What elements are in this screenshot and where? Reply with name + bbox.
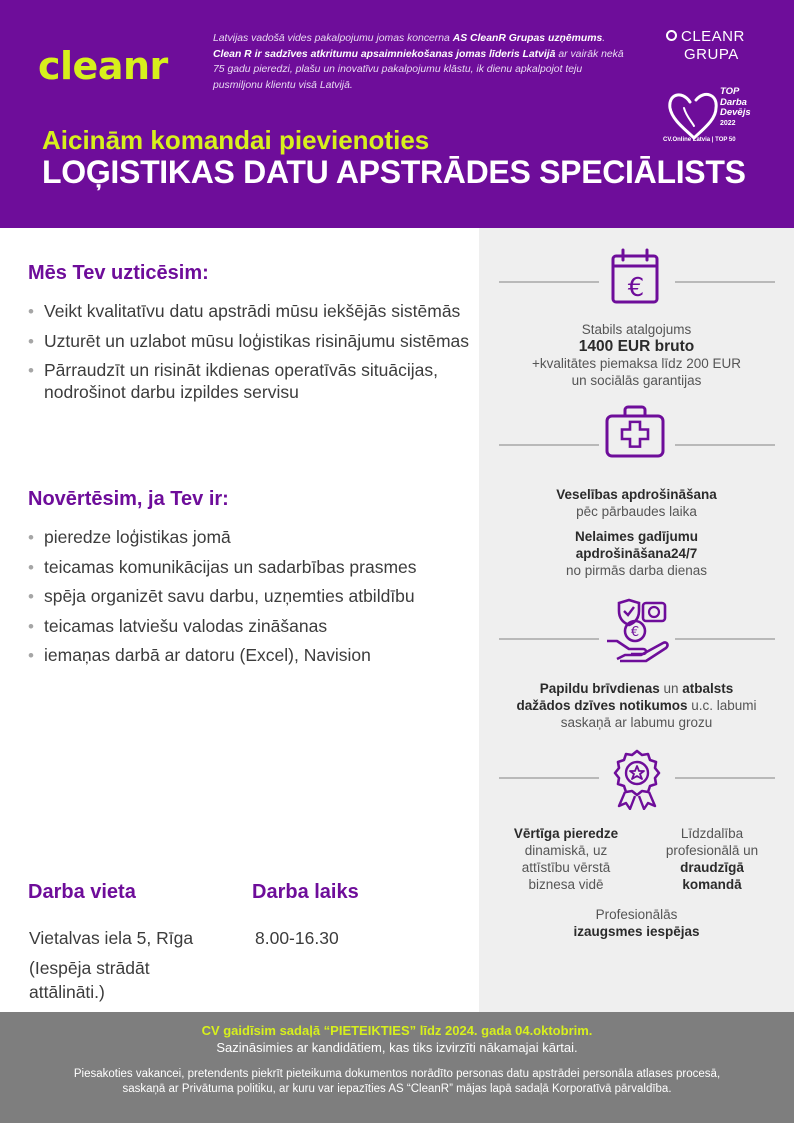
team-line-1: Līdzdalība — [680, 826, 744, 841]
duties-title: Mēs Tev uzticēsim: — [28, 262, 209, 284]
team-bold-1: draudzīgā — [680, 860, 744, 875]
calendar-euro-icon — [609, 246, 665, 306]
badge-line-2: Darba — [720, 96, 747, 108]
salary-perk — [479, 321, 794, 389]
award-rosette-icon — [609, 748, 665, 810]
list-item: • teicamas komunikācijas un sadarbības prasmes — [28, 557, 478, 579]
list-item: • Uzturēt un uzlabot mūsu loģistikas risinājumu sistēmas — [28, 331, 478, 353]
health-line-3: Nelaimes gadījumu — [574, 529, 699, 544]
benefits-perk — [479, 680, 794, 731]
list-item: • pieredze loģistikas jomā — [28, 527, 478, 549]
grupa-line-2: GRUPA — [684, 46, 739, 63]
experience-line-1: dinamiskā, uz — [524, 843, 608, 858]
divider — [499, 281, 599, 283]
experience-line-2: attīstību vērstā — [521, 860, 611, 875]
divider — [675, 444, 775, 446]
benefits-text-3: saskaņā ar labumu grozu — [560, 715, 713, 730]
divider — [499, 444, 599, 446]
footer-banner — [0, 1012, 794, 1123]
badge-line-1: TOP — [720, 86, 740, 97]
cleanr-grupa-logo — [666, 28, 745, 64]
salary-line-1: Stabils atalgojums — [581, 322, 692, 337]
list-item: • iemaņas darbā ar datoru (Excel), Navision — [28, 645, 478, 667]
requirements-list — [28, 527, 478, 675]
experience-perk — [501, 825, 631, 893]
health-perk — [479, 486, 794, 579]
location-title: Darba vieta — [28, 881, 136, 903]
page-title: LOĢISTIKAS DATU APSTRĀDES SPECIĀLISTS — [42, 154, 746, 190]
location-address: Vietalvas iela 5, Rīga — [29, 928, 194, 948]
experience-line-3: biznesa vidē — [528, 877, 604, 892]
divider — [499, 777, 599, 779]
health-line-1: Veselības apdrošināšana — [556, 487, 717, 502]
growth-perk — [479, 906, 794, 940]
salary-line-3: +kvalitātes piemaksa līdz 200 EUR — [532, 356, 741, 371]
cleanr-logo: cleanr — [38, 44, 168, 88]
salary-amount: 1400 EUR bruto — [578, 338, 695, 355]
growth-bold: izaugsmes iespējas — [573, 924, 700, 939]
location-note: (Iespēja strādāt attālināti.) — [29, 958, 150, 1002]
divider — [675, 281, 775, 283]
benefits-text-1: un — [659, 681, 683, 696]
svg-text:€: € — [627, 273, 645, 303]
benefits-bold-3: dažādos dzīves notikumos — [516, 698, 688, 713]
intro-text-1: Latvijas vadošā vides pakalpojumu jomas koncerna — [213, 33, 453, 44]
health-line-4: apdrošināšana24/7 — [575, 546, 698, 561]
header-banner — [0, 0, 794, 228]
hours-value: 8.00-16.30 — [255, 928, 339, 948]
intro-bold-1: AS CleanR Grupas uzņēmums — [452, 33, 603, 44]
grupa-line-1: CLEANR — [681, 28, 745, 45]
medical-kit-icon — [603, 404, 667, 460]
contact-note: Sazināsimies ar kandidātiem, kas tiks izvirzīti nākamajai kārtai. — [216, 1040, 578, 1055]
hours-title: Darba laiks — [252, 881, 359, 903]
circle-icon — [666, 30, 677, 41]
requirements-title: Novērtēsim, ja Tev ir: — [28, 488, 229, 510]
duties-list — [28, 301, 478, 411]
team-bold-2: komandā — [682, 877, 742, 892]
hand-benefits-icon — [603, 597, 669, 663]
growth-line-1: Profesionālās — [595, 907, 678, 922]
list-item: • Pārraudzīt un risināt ikdienas operatīvās situācijas, nodrošinot darbu izpildes servisu — [28, 360, 478, 403]
application-deadline: CV gaidīsim sadaļā “PIETEIKTIES” līdz 2024. gada 04.oktobrim. — [201, 1023, 593, 1038]
benefits-sidebar — [479, 228, 794, 1012]
top-employer-badge — [720, 87, 751, 129]
intro-text-3: ar vairāk nekā 75 gadu pieredzi, plašu un inovatīvu pakalpojumu klāstu, ik dienu apkalpojot teju pusmiljonu klientu visā Latvijā. — [213, 48, 624, 91]
badge-line-3: Devējs — [720, 107, 751, 118]
salary-line-4: un sociālās garantijas — [571, 373, 702, 388]
divider — [675, 777, 775, 779]
company-intro — [213, 31, 633, 93]
list-item: • teicamas latviešu valodas zināšanas — [28, 616, 478, 638]
intro-text-2: . — [602, 33, 606, 44]
page-subtitle: Aicinām komandai pievienoties — [42, 125, 430, 155]
benefits-text-2: u.c. labumi — [687, 698, 757, 713]
health-line-2: pēc pārbaudes laika — [576, 504, 697, 519]
list-item: • spēja organizēt savu darbu, uzņemties atbildību — [28, 586, 478, 608]
benefits-bold-2: atbalsts — [682, 681, 734, 696]
team-perk — [647, 825, 777, 893]
experience-bold: Vērtīga pieredze — [513, 826, 619, 841]
badge-year: 2022 — [720, 119, 736, 127]
divider — [675, 638, 775, 640]
svg-text:€: € — [630, 625, 640, 640]
privacy-note: Piesakoties vakancei, pretendents piekrīt pieteikuma dokumentos norādīto personas datu apstrādei personāla atlases procesā, saskaņā ar Privātuma politiku, ar kuru var iepazīties AS “CleanR” mājas lapā sadaļā Korporatīvā pārvaldība. — [73, 1068, 721, 1095]
badge-footer: CV.Online Latvia | TOP 50 — [663, 137, 736, 143]
divider — [499, 638, 599, 640]
intro-bold-2: Clean R ir sadzīves atkritumu apsaimniekošanas jomas līderis Latvijā — [213, 48, 556, 60]
health-line-5: no pirmās darba dienas — [565, 563, 708, 578]
team-line-2: profesionālā un — [665, 843, 759, 858]
benefits-bold-1: Papildu brīvdienas — [539, 681, 660, 696]
list-item: • Veikt kvalitatīvu datu apstrādi mūsu iekšējās sistēmās — [28, 301, 478, 323]
